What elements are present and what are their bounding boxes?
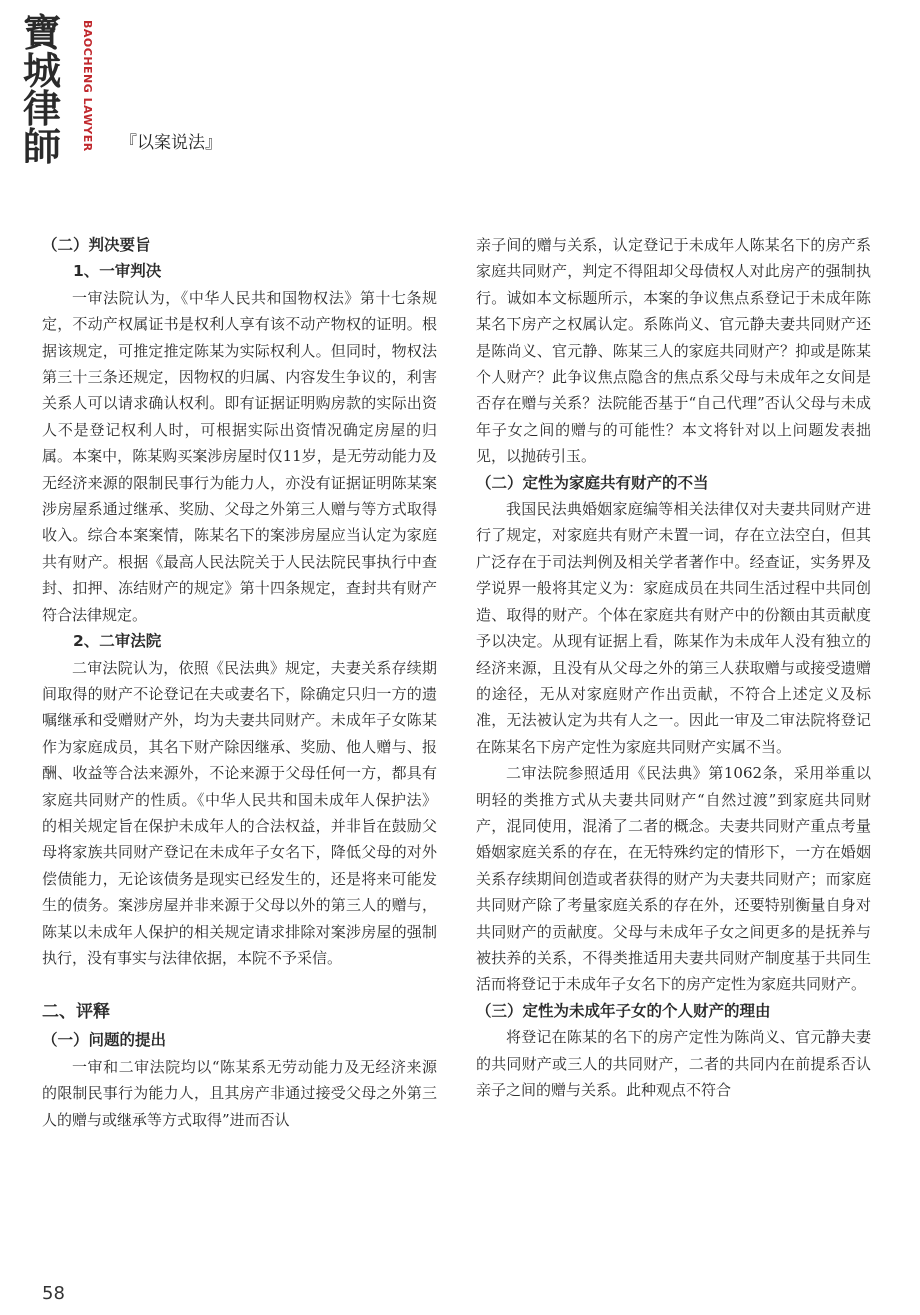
heading-first-instance: 1、一审判决 xyxy=(73,262,162,281)
heading-minor-property: （三）定性为未成年子女的个人财产的理由 xyxy=(476,1001,771,1020)
left-column xyxy=(42,232,437,1133)
logo-char: 寶 xyxy=(22,10,61,55)
logo-english-text: BAOCHENG LAWYER xyxy=(81,20,94,152)
paragraph: 二审法院参照适用《民法典》第1062条，采用举重以明轻的类推方式从夫妻共同财产“自然过渡”到家庭共同财产，混同使用，混淆了二者的概念。夫妻共同财产重点考量婚姻家庭关系的存在，在无特殊约定的情形下，一方在婚姻关系存续期间创造或者获得的财产为夫妻共同财产；而家庭共同财产除了考量家庭关系的存在外，还要特别衡量自身对共同财产的贡献度。父母与未成年子女之间更多的是抚养与被扶养的关系，不得类推适用夫妻共同财产制度基于共同生活而将登记于未成年子女名下的房产定性为家庭共同财产。 xyxy=(476,764,871,994)
heading-judgment: （二）判决要旨 xyxy=(42,236,151,254)
right-column xyxy=(476,232,871,1103)
heading-commentary: 二、评释 xyxy=(42,1002,110,1023)
paragraph: 将登记在陈某的名下的房产定性为陈尚义、官元静夫妻的共同财产或三人的共同财产，二者的共同内在前提系否认亲子之间的赠与关系。此种观点不符合 xyxy=(476,1028,871,1099)
paragraph: 我国民法典婚姻家庭编等相关法律仅对夫妻共同财产进行了规定，对家庭共有财产未置一词，存在立法空白，但其广泛存在于司法判例及相关学者著作中。经查证，实务界及学说界一般将其定义为：家庭成员在共同生活过程中共同创造、取得的财产。个体在家庭共有财产中的份额由其贡献度予以决定。从现有证据上看，陈某作为未成年人没有独立的经济来源，且没有从父母之外的第三人获取赠与或接受遗赠的途径，无从对家庭财产作出贡献，不符合上述定义及标准，无法被认定为共有人之一。因此一审及二审法院将登记在陈某名下房产定性为家庭共同财产实属不当。 xyxy=(476,500,871,756)
heading-issue: （一）问题的提出 xyxy=(42,1031,167,1050)
paragraph: 一审和二审法院均以“陈某系无劳动能力及无经济来源的限制民事行为能力人，且其房产非通过接受父母之外第三人的赠与或继承等方式取得”进而否认 xyxy=(42,1057,437,1129)
paragraph: 亲子间的赠与关系，认定登记于未成年人陈某名下的房产系家庭共同财产，判定不得阻却父母债权人对此房产的强制执行。诚如本文标题所示，本案的争议焦点系登记于未成年陈某名下房产之权属认定。系陈尚义、官元静夫妻共同财产还是陈尚义、官元静、陈某三人的家庭共同财产？抑或是陈某个人财产？此争议焦点隐含的焦点系父母与未成年之女间是否存在赠与关系？法院能否基于“自己代理”否认父母与未成年子女之间的赠与的可能性？本文将针对以上问题发表拙见，以抛砖引玉。 xyxy=(476,236,871,466)
heading-second-instance: 2、二审法院 xyxy=(73,632,162,651)
paragraph: 二审法院认为，依照《民法典》规定，夫妻关系存续期间取得的财产不论登记在夫或妻名下，除确定只归一方的遗嘱继承和受赠财产外，均为夫妻共同财产。未成年子女陈某作为家庭成员，其名下财产除因继承、奖励、他人赠与、报酬、收益等合法来源外，不论来源于父母任何一方，都具有家庭共同财产的性质。《中华人民共和国未成年人保护法》的相关规定旨在保护未成年人的合法权益，并非旨在鼓励父母将家族共同财产登记在未成年子女名下，降低父母的对外偿债能力，无论该债务是现实已经发生的，还是将来可能发生的债务。案涉房屋并非来源于父母以外的第三人的赠与，陈某以未成年人保护的相关规定请求排除对案涉房屋的强制执行，没有事实与法律依据，本院不予采信。 xyxy=(42,658,437,967)
logo-char: 律 xyxy=(22,86,61,131)
paragraph: 一审法院认为，《中华人民共和国物权法》第十七条规定，不动产权属证书是权利人享有该不动产物权的证明。根据该规定，可推定推定陈某为实际权利人。但同时，物权法第三十三条还规定，因物权的归属、内容发生争议的，利害关系人可以请求确认权利。即有证据证明购房款的实际出资人不是登记权利人时，可根据实际出资情况确定房屋的归属。本案中，陈某购买案涉房屋时仅11岁，是无劳动能力及无经济来源的限制民事行为能力人，亦没有证据证明陈某案涉房屋系通过继承、奖励、父母之外第三人赠与等方式取得收入。综合本案案情，陈某名下的案涉房屋应当认定为家庭共有财产。根据《最高人民法院关于人民法院民事执行中查封、扣押、冻结财产的规定》第十四条规定，查封共有财产符合法律规定。 xyxy=(42,288,437,624)
logo-char: 師 xyxy=(22,124,61,169)
heading-family-property: （二）定性为家庭共有财产的不当 xyxy=(476,473,709,492)
logo-calligraphy xyxy=(14,10,70,169)
page-number: 58 xyxy=(42,1283,65,1304)
section-title: 『以案说法』 xyxy=(120,133,222,153)
logo-char: 城 xyxy=(22,48,61,93)
